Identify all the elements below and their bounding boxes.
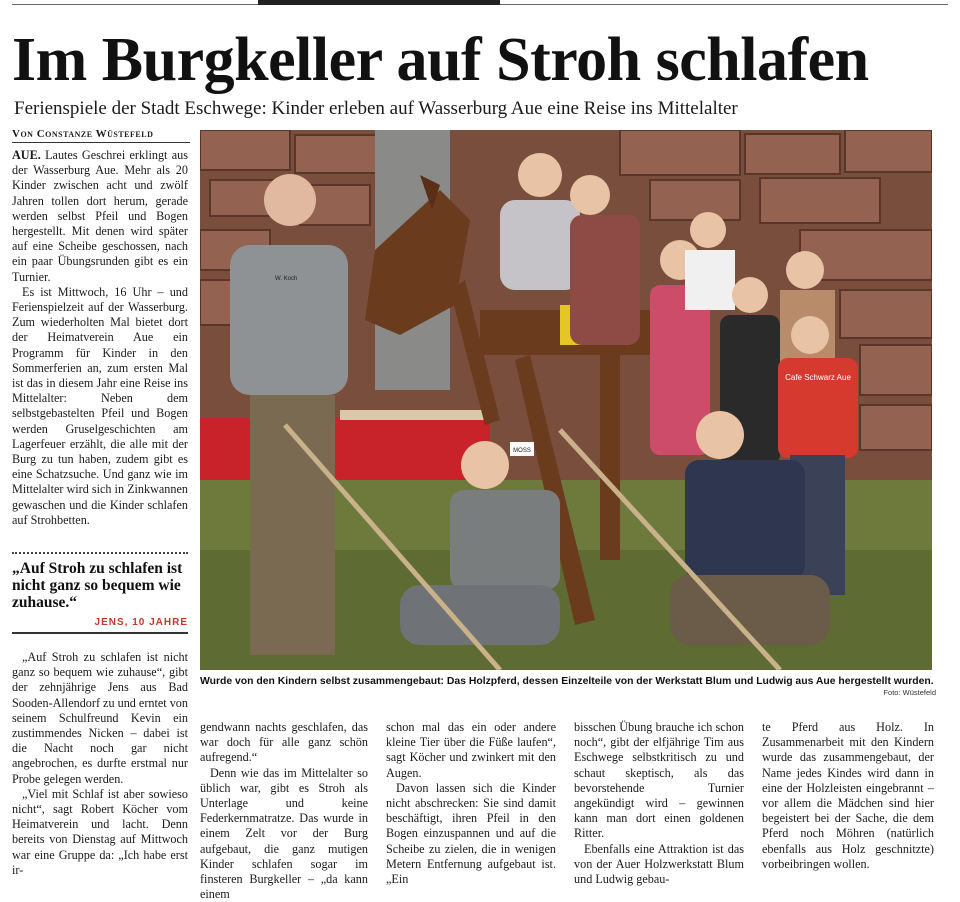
subheadline: Ferienspiele der Stadt Eschwege: Kinder erleben auf Wasserburg Aue eine Reise ins Mittelalter xyxy=(14,98,738,119)
headline: Im Burgkeller auf Stroh schlafen xyxy=(12,26,869,94)
photo-caption: Wurde von den Kindern selbst zusammengebaut: Das Holzpferd, dessen Einzelteile von der Werkstatt Blum und Ludwig aus Aue hergestellt wurden. xyxy=(200,676,934,687)
paragraph: bisschen Übung brauche ich schon noch“, gibt der elfjährige Tim aus Eschwege selbstkritisch zu und schaut skeptisch, als das bevorstehende Turnier angekündigt wird – gewinnen kann man dort einen goldenen Ritter. xyxy=(574,720,744,841)
dateline: AUE. xyxy=(12,148,41,162)
pull-quote-source: JENS, 10 JAHRE xyxy=(94,617,188,628)
paragraph-text: Lautes Geschrei erklingt aus der Wasserburg Aue. Mehr als 20 Kinder zwischen acht und zwölf Jahren tollen dort herum, gerade werden selbst Pfeil und Bogen hergestellt. Mit denen wird später auf eine Scheibe geschossen, nach ein paar Übungsrunden gibt es ein Turnier. xyxy=(12,148,188,284)
article-column-3 xyxy=(386,720,556,887)
sign-text: MOSS xyxy=(513,448,531,454)
article-column-2 xyxy=(200,720,368,902)
byline: Von Constanze Wüstefeld xyxy=(12,128,190,143)
photo-illustration xyxy=(200,130,932,670)
top-rule-accent xyxy=(258,0,500,5)
article-column-5 xyxy=(762,720,934,872)
paragraph: te Pferd aus Holz. In Zusammenarbeit mit den Kindern wurde das zusammengebaut, der Name jedes Kindes wird dann in eine der Holzleisten eingebrannt – vor allem die Mädchen sind hier begeistert bei der Sache, die dem Pferd noch Möhren (natürlich ebenfalls aus Holz geschnitzte) vorbeibringen wollen. xyxy=(762,720,934,871)
paragraph: Es ist Mittwoch, 16 Uhr – und Ferienspielzeit auf der Wasserburg. Zum wiederholten Mal bietet dort der Heimatverein Aue ein Programm für Kinder in den Sommerferien an, zum ersten Mal ist das in diesem Jahr eine Reise ins Mittelalter: Neben dem selbstgebastelten Pfeil und Bogen werden Gruselgeschichten am Lagerfeuer erzählt, die alle mit der Burg zu tun haben, zudem gibt es eine Schatzsuche. Und ganz wie im Mittelalter wird sich in Zinkwannen gewaschen und die Kinder schlafen auf Strohbetten. xyxy=(12,284,188,527)
paragraph: Ebenfalls eine Attraktion ist das von der Auer Holzwerkstatt Blum und Ludwig gebau- xyxy=(574,841,744,887)
paragraph: Denn wie das im Mittelalter so üblich war, gibt es Stroh als Unterlage und keine Federkernmatratze. Das wurde in einem Zelt vor der Burg aufgebaut, die ganz mutigen Kinder schlafen sogar im finsteren Burgkeller – „da kann einem xyxy=(200,765,368,902)
paragraph: schon mal das ein oder andere kleine Tier über die Füße laufen“, sagt Köcher und zwinkert mit den Augen. xyxy=(386,720,556,780)
paragraph: „Viel mit Schlaf ist aber sowieso nicht“, sagt Robert Köcher vom Heimatverein und lacht. Denn bereits von Dienstag auf Mittwoch war eine Gruppe da: „Ich habe erst ir- xyxy=(12,786,188,877)
article-column-1-bottom xyxy=(12,650,188,878)
photo-credit: Foto: Wüstefeld xyxy=(883,688,936,697)
lead-paragraph xyxy=(12,148,188,285)
shirt-text: Cafe Schwarz Aue xyxy=(785,373,851,382)
article-photo xyxy=(200,130,932,670)
shirt-badge: W. Koch xyxy=(275,276,298,282)
paragraph: Davon lassen sich die Kinder nicht abschrecken: Sie sind damit beschäftigt, ihren Pfeil in den Bogen einzuspannen und auf die Scheibe zu zielen, die in wenigen Metern Entfernung aufgebaut ist. „Ein xyxy=(386,780,556,887)
article-column-4 xyxy=(574,720,744,887)
article-column-1-top xyxy=(12,148,188,528)
paragraph: „Auf Stroh zu schlafen ist nicht ganz so bequem wie zuhause“, gibt der zehnjährige Jens aus Bad Sooden-Allendorf zu und erntet von seinem Schulfreund Kevin ein zustimmendes Nicken – dabei ist die Nacht noch gar nicht angebrochen, es durfte erstmal nur Probe gelegen werden. xyxy=(12,650,188,786)
pull-quote-text: „Auf Stroh zu schlafen ist nicht ganz so bequem wie zuhause.“ xyxy=(12,560,183,611)
pull-quote xyxy=(12,552,188,634)
paragraph: gendwann nachts geschlafen, das war doch für alle ganz schön aufregend.“ xyxy=(200,720,368,765)
